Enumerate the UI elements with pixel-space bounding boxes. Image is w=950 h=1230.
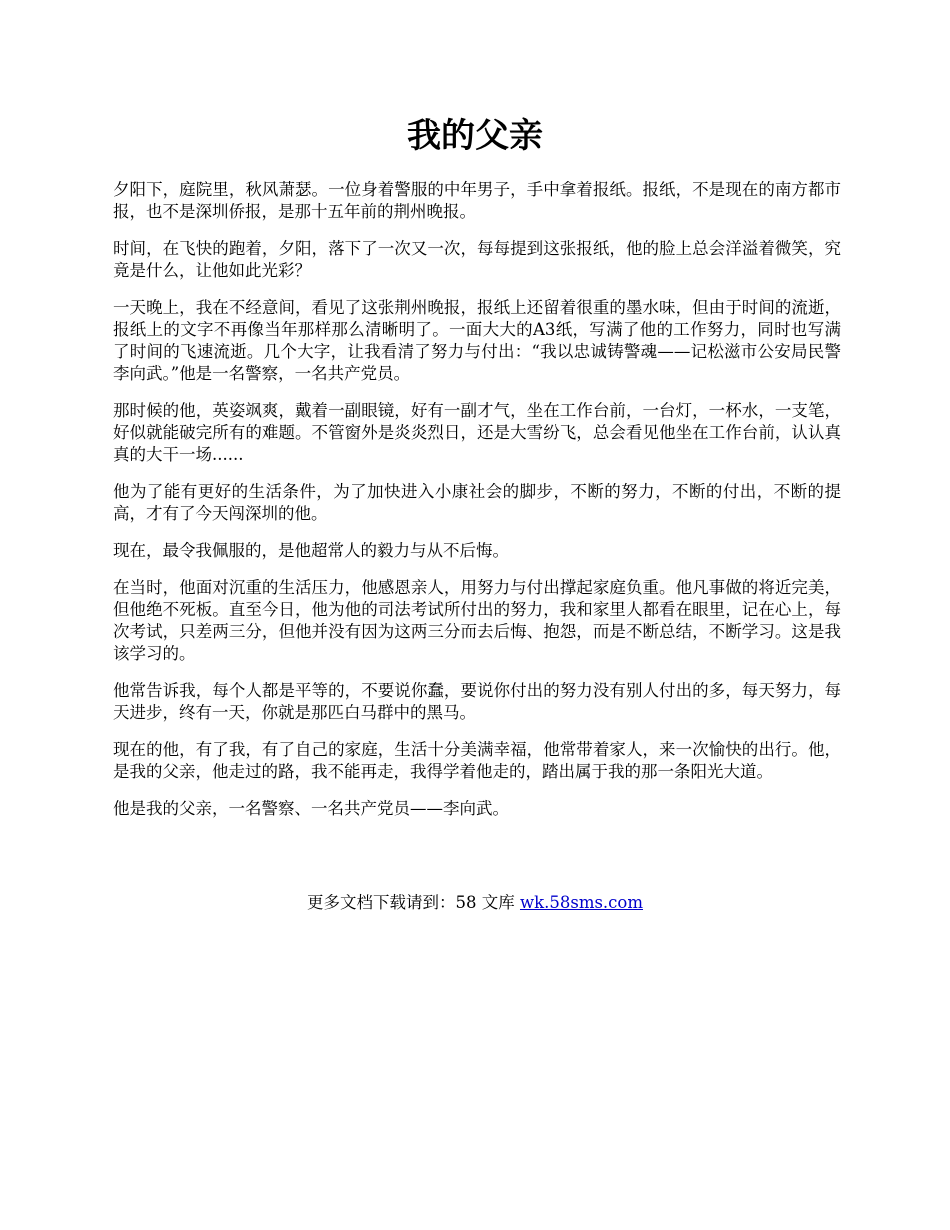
paragraph-8: 他常告诉我，每个人都是平等的，不要说你蠢，要说你付出的努力没有别人付出的多，每天努力，每天进步，终有一天，你就是那匹白马群中的黑马。: [113, 681, 841, 722]
footer-link[interactable]: wk.58sms.com: [519, 893, 643, 912]
paragraph-3: 一天晚上，我在不经意间，看见了这张荆州晚报，报纸上还留着很重的墨水味，但由于时间的流逝，报纸上的文字不再像当年那样那么清晰明了。一面大大的A3纸，写满了他的工作努力，同时也写满了时间的飞速流逝。几个大字，让我看清了努力与付出：“我以忠诚铸警魂——记松滋市公安局民警李向武。”他是一名警察，一名共产党员。: [113, 298, 841, 383]
paragraph-6: 现在，最令我佩服的，是他超常人的毅力与从不后悔。: [113, 541, 509, 560]
paragraph-1: 夕阳下，庭院里，秋风萧瑟。一位身着警服的中年男子，手中拿着报纸。报纸，不是现在的南方都市报，也不是深圳侨报，是那十五年前的荆州晚报。: [113, 180, 841, 221]
paragraph-2: 时间，在飞快的跑着，夕阳，落下了一次又一次，每每提到这张报纸，他的脸上总会洋溢着微笑，究竟是什么，让他如此光彩？: [113, 239, 841, 280]
paragraph-4: 那时候的他，英姿飒爽，戴着一副眼镜，好有一副才气，坐在工作台前，一台灯，一杯水，一支笔，好似就能破完所有的难题。不管窗外是炎炎烈日，还是大雪纷飞，总会看见他坐在工作台前，认认真真的大干一场......: [113, 401, 841, 464]
document-body: [113, 179, 841, 835]
paragraph-5: 他为了能有更好的生活条件，为了加快进入小康社会的脚步，不断的努力，不断的付出，不断的提高，才有了今天闯深圳的他。: [113, 482, 841, 523]
document-title: 我的父亲: [407, 116, 543, 156]
download-footer: [0, 891, 950, 915]
footer-text: 更多文档下载请到：58 文库: [306, 893, 520, 912]
paragraph-10: 他是我的父亲，一名警察、一名共产党员——李向武。: [113, 799, 509, 818]
paragraph-9: 现在的他，有了我，有了自己的家庭，生活十分美满幸福，他常带着家人，来一次愉快的出行。他，是我的父亲，他走过的路，我不能再走，我得学着他走的，踏出属于我的那一条阳光大道。: [113, 740, 841, 781]
paragraph-7: 在当时，他面对沉重的生活压力，他感恩亲人，用努力与付出撑起家庭负重。他凡事做的将近完美，但他绝不死板。直至今日，他为他的司法考试所付出的努力，我和家里人都看在眼里，记在心上，每次考试，只差两三分，但他并没有因为这两三分而去后悔、抱怨，而是不断总结，不断学习。这是我该学习的。: [113, 578, 841, 663]
